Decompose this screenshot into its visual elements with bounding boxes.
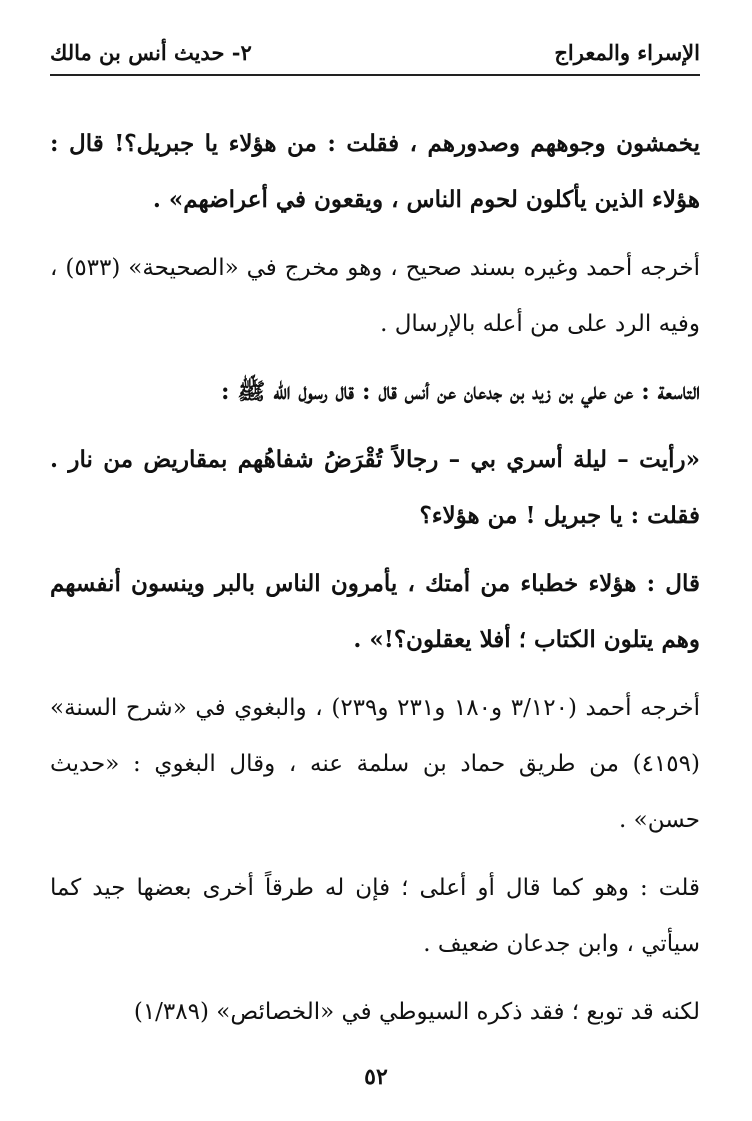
paragraph-takhrij-1: أخرجه أحمد وغيره بسند صحيح ، وهو مخرج في «الصحيحة» (٥٣٣) ، وفيه الرد على من أعله بالإرسال . xyxy=(50,255,700,337)
page-body xyxy=(50,116,700,1052)
paragraph-hadith-end: يخمشون وجوههم وصدورهم ، فقلت : من هؤلاء يا جبريل؟! قال : هؤلاء الذين يأكلون لحوم الناس ، ويقعون في أعراضهم» . xyxy=(50,130,700,213)
paragraph-comment: قلت : وهو كما قال أو أعلى ؛ فإن له طرقاً أخرى بعضها جيد كما سيأتي ، وابن جدعان ضعيف . xyxy=(50,875,700,957)
book-title: الإسراء والمعراج xyxy=(554,39,700,65)
paragraph-hadith-text: «رأيت – ليلة أسري بي – رجالاً تُقْرَضُ شفاهُهم بمقاريض من نار . فقلت : يا جبريل ! من هؤلاء؟ xyxy=(50,446,700,529)
paragraph-ninth-narration: التاسعة : عن علي بن زيد بن جدعان عن أنس قال : قال رسول الله ﷺ : xyxy=(221,378,700,405)
paragraph-takhrij-2: أخرجه أحمد (٣/١٢٠ و١٨٠ و٢٣١ و٢٣٩) ، والبغوي في «شرح السنة» (٤١٥٩) من طريق حماد بن سلمة عنه ، وقال البغوي : «حديث حسن» . xyxy=(50,695,701,833)
page-header xyxy=(50,30,700,76)
section-title: ٢- حديث أنس بن مالك xyxy=(50,39,252,65)
paragraph-continuation: لكنه قد توبع ؛ فقد ذكره السيوطي في «الخصائص» (١/٣٨٩) xyxy=(133,999,700,1025)
page-number: ٥٢ xyxy=(364,1064,388,1090)
paragraph-hadith-answer: قال : هؤلاء خطباء من أمتك ، يأمرون الناس بالبر وينسون أنفسهم وهم يتلون الكتاب ؛ أفلا يعقلون؟!» . xyxy=(50,570,700,653)
